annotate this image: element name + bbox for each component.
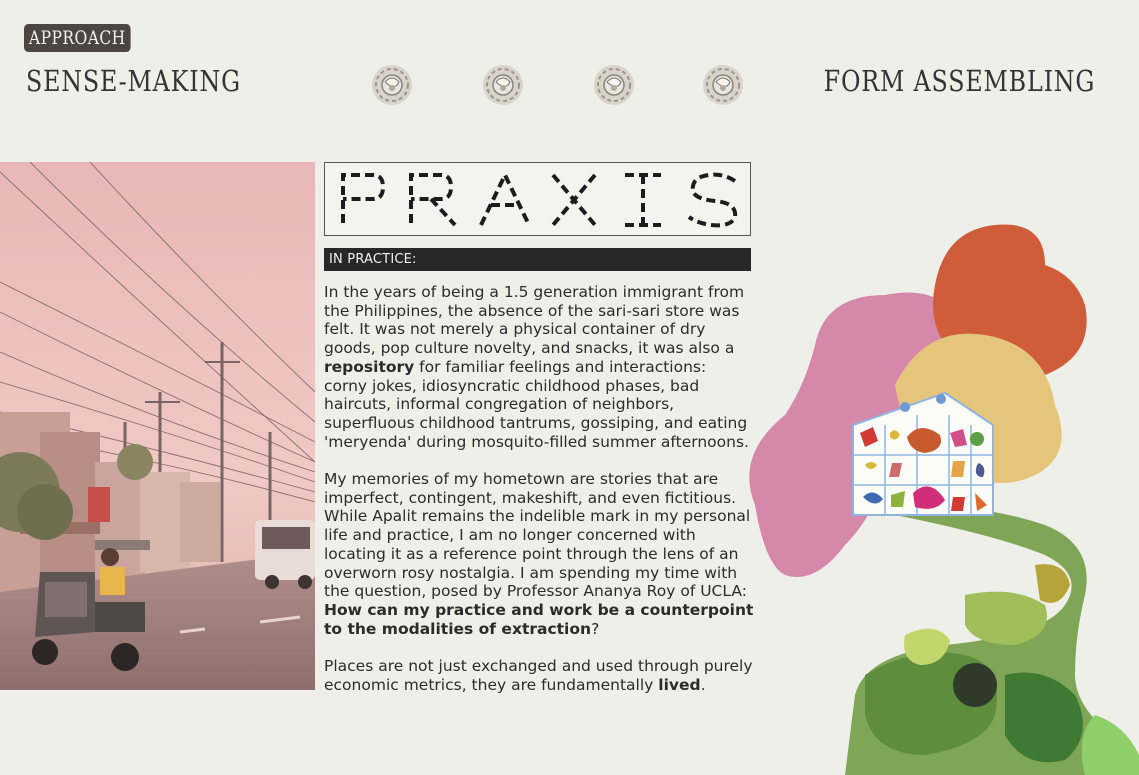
paragraph-3: Places are not just exchanged and used through purely economic metrics, they are fundamentally lived.	[324, 657, 753, 694]
paragraph-2: My memories of my hometown are stories that are imperfect, contingent, makeshift, and even fictitious. While Apalit remains the indelible mark in my personal life and practice, I am no longer concerned with locating it as a reference point through the lens of an overworn rosy nostalgia. I am spending my time with the question, posed by Professor Ananya Roy of UCLA: How can my practice and work be a counterpoint to the modalities of extraction?	[324, 470, 754, 638]
store-illustration	[745, 215, 1139, 775]
flower-icon[interactable]	[371, 64, 413, 106]
section-in-practice: IN PRACTICE:	[324, 248, 751, 271]
body-text	[324, 283, 754, 713]
approach-badge: APPROACH	[24, 24, 131, 52]
street-photo	[0, 162, 315, 690]
praxis-title	[324, 162, 751, 236]
paragraph-1: In the years of being a 1.5 generation immigrant from the Philippines, the absence of the sari-sari store was felt. It was not merely a physical container of dry goods, pop culture novelty, and snacks, it was also a repository for familiar feelings and interactions: corny jokes, idiosyncratic childhood phases, bad haircuts, informal congregation of neighbors, superfluous childhood tantrums, gossiping, and eating 'meryenda' during mosquito-filled summer afternoons.	[324, 283, 749, 451]
flower-icon[interactable]	[482, 64, 524, 106]
nav-dots	[370, 62, 750, 110]
flower-icon[interactable]	[702, 64, 744, 106]
nav-sense-making[interactable]: SENSE-MAKING	[26, 64, 241, 98]
nav-form-assembling[interactable]: FORM ASSEMBLING	[823, 64, 1095, 98]
flower-icon[interactable]	[593, 64, 635, 106]
